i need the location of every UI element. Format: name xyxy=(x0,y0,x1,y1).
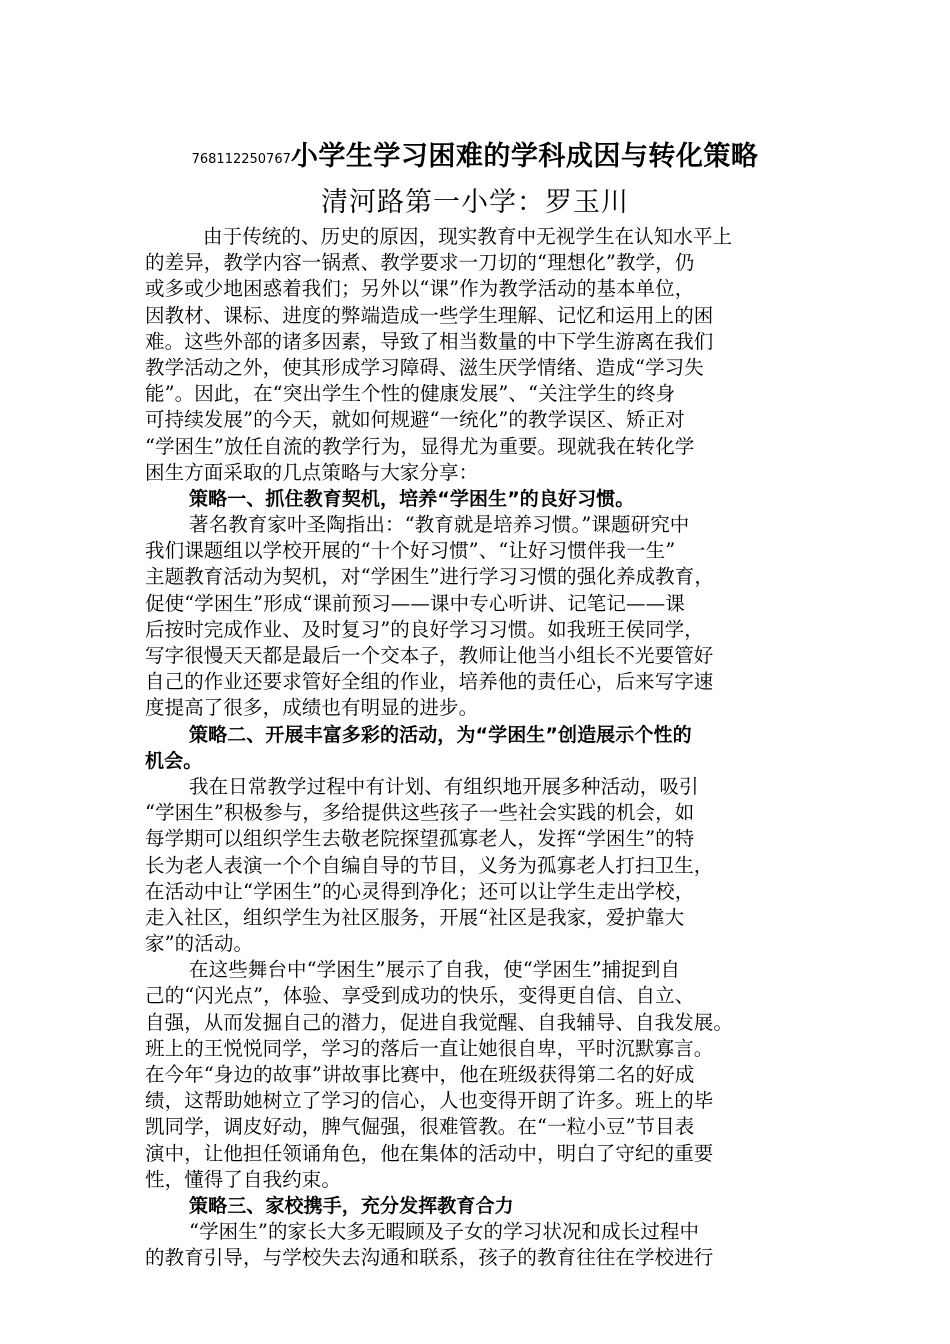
text-line: 我在日常教学过程中有计划、有组织地开展多种活动，吸引 xyxy=(189,774,699,798)
text-line: 绩，这帮助她树立了学习的信心，人也变得开朗了许多。班上的毕 xyxy=(145,1089,714,1113)
text-line: 促使“学困生”形成“课前预习——课中专心听讲、记笔记——课 xyxy=(145,591,685,615)
text-line: 的教育引导，与学校失去沟通和联系，孩子的教育往往在学校进行 xyxy=(145,1246,714,1270)
text-line: 性，懂得了自我约束。 xyxy=(145,1167,342,1191)
text-line: 由于传统的、历史的原因，现实教育中无视学生在认知水平上 xyxy=(203,225,733,248)
text-line: 家”的活动。 xyxy=(145,932,254,956)
text-line: 演中，让他担任领诵角色，他在集体的活动中，明白了守纪的重要 xyxy=(145,1141,714,1165)
text-line: 难。这些外部的诸多因素，导致了相当数量的中下学生游离在我们 xyxy=(145,329,714,353)
text-line: 因教材、课标、进度的弊端造成一些学生理解、记忆和运用上的困 xyxy=(145,303,714,327)
text-line: 在今年“身边的故事”讲故事比赛中，他在班级获得第二名的好成 xyxy=(145,1063,695,1086)
section-heading: 策略二、开展丰富多彩的活动，为“学困生”创造展示个性的 xyxy=(189,723,692,746)
text-line: “学困生”的家长大多无暇顾及子女的学习状况和成长过程中 xyxy=(189,1220,700,1244)
text-line: “学困生”积极参与，多给提供这些孩子一些社会实践的机会，如 xyxy=(145,801,695,825)
author-line: 清河路第一小学：罗玉川 xyxy=(321,187,629,218)
text-line: 每学期可以组织学生去敬老院探望孤寡老人，发挥“学困生”的特 xyxy=(145,827,695,851)
text-line: 自强，从而发掘自己的潜力，促进自我觉醒、自我辅导、自我发展。 xyxy=(145,1010,734,1034)
text-line: 困生方面采取的几点策略与大家分享： xyxy=(145,460,479,484)
text-line: 长为老人表演一个个自编自导的节目，义务为孤寡老人打扫卫生， xyxy=(145,853,714,877)
text-line: 班上的王悦悦同学，学习的落后一直让她很自卑，平时沉默寡言。 xyxy=(145,1036,714,1060)
text-line: “学困生”放任自流的教学行为，显得尤为重要。现就我在转化学 xyxy=(145,434,695,458)
section-heading: 机会。 xyxy=(145,749,203,772)
text-line: 写字很慢天天都是最后一个交本子，教师让他当小组长不光要管好 xyxy=(145,644,714,667)
document-body xyxy=(145,224,825,1272)
text-line: 后按时完成作业、及时复习”的良好学习习惯。如我班王侯同学， xyxy=(145,617,704,641)
text-line: 能”。因此，在“突出学生个性的健康发展”、“关注学生的终身 xyxy=(145,382,676,406)
text-line: 的差异，教学内容一锅煮、教学要求一刀切的“理想化”教学，仍 xyxy=(145,251,695,275)
text-line: 著名教育家叶圣陶指出：“教育就是培养习惯。”课题研究中 xyxy=(189,513,690,537)
text-line: 可持续发展”的今天，就如何规避“一统化”的教学误区、矫正对 xyxy=(145,408,685,432)
text-line: 走入社区，组织学生为社区服务，开展“社区是我家，爱护靠大 xyxy=(145,905,685,929)
text-line: 凯同学，调皮好动，脾气倔强，很难管教。在“一粒小豆”节目表 xyxy=(145,1115,695,1139)
title-text: 小学生学习困难的学科成因与转化策略 xyxy=(290,141,759,172)
text-line: 己的“闪光点”，体验、享受到成功的快乐，变得更自信、自立、 xyxy=(145,984,695,1008)
text-line: 在活动中让“学困生”的心灵得到净化；还可以让学生走出学校， xyxy=(145,879,695,903)
section-heading: 策略三、家校携手，充分发挥教育合力 xyxy=(189,1194,514,1217)
text-line: 度提高了很多，成绩也有明显的进步。 xyxy=(145,696,479,720)
text-line: 或多或少地困惑着我们；另外以“课”作为教学活动的基本单位， xyxy=(145,277,695,301)
document-title xyxy=(0,134,950,173)
text-line: 教学活动之外，使其形成学习障碍、滋生厌学情绪、造成“学习失 xyxy=(145,355,704,379)
document-code: 768112250767 xyxy=(191,152,291,167)
text-line: 自己的作业还要求管好全组的作业，培养他的责任心，后来写字速 xyxy=(145,670,714,694)
section-heading: 策略一、抓住教育契机，培养“学困生”的良好习惯。 xyxy=(189,487,635,510)
text-line: 我们课题组以学校开展的“十个好习惯”、“让好习惯伴我一生” xyxy=(145,539,676,563)
text-line: 在这些舞台中“学困生”展示了自我，使“学困生”捕捉到自 xyxy=(189,958,681,982)
text-line: 主题教育活动为契机，对“学困生”进行学习习惯的强化养成教育， xyxy=(145,565,714,589)
